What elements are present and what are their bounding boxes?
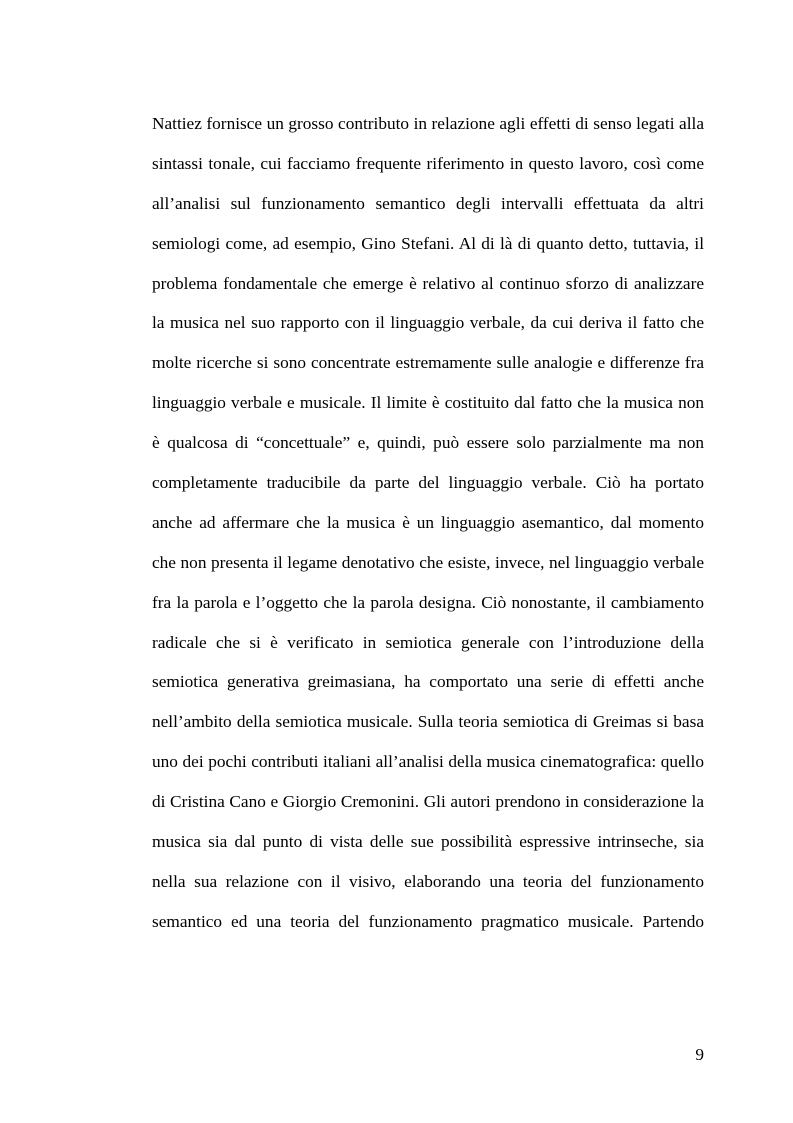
text-line: la musica nel suo rapporto con il linguaggio verbale, da cui deriva il fatto che (152, 313, 704, 332)
text-line: nella sua relazione con il visivo, elaborando una teoria del funzionamento (152, 872, 704, 891)
text-line: semiotica generativa greimasiana, ha comportato una serie di effetti anche (152, 672, 704, 691)
text-line: nell’ambito della semiotica musicale. Sulla teoria semiotica di Greimas si basa (152, 712, 704, 731)
text-line: problema fondamentale che emerge è relativo al continuo sforzo di analizzare (152, 274, 704, 293)
text-line: completamente traducibile da parte del linguaggio verbale. Ciò ha portato (152, 473, 704, 492)
text-line: semantico ed una teoria del funzionamento pragmatico musicale. Partendo (152, 912, 704, 931)
text-line: fra la parola e l’oggetto che la parola designa. Ciò nonostante, il cambiamento (152, 593, 704, 612)
text-line: radicale che si è verificato in semiotica generale con l’introduzione della (152, 633, 704, 652)
text-line: Nattiez fornisce un grosso contributo in relazione agli effetti di senso legati alla (152, 114, 704, 133)
text-line: sintassi tonale, cui facciamo frequente riferimento in questo lavoro, così come (152, 154, 704, 173)
text-line: è qualcosa di “concettuale” e, quindi, può essere solo parzialmente ma non (152, 433, 704, 452)
text-line: semiologi come, ad esempio, Gino Stefani. Al di là di quanto detto, tuttavia, il (152, 234, 704, 253)
text-line: linguaggio verbale e musicale. Il limite è costituito dal fatto che la musica non (152, 393, 704, 412)
page-number: 9 (695, 1045, 704, 1064)
text-line: all’analisi sul funzionamento semantico degli intervalli effettuata da altri (152, 194, 704, 213)
text-line: anche ad affermare che la musica è un linguaggio asemantico, dal momento (152, 513, 704, 532)
text-line: di Cristina Cano e Giorgio Cremonini. Gli autori prendono in considerazione la (152, 792, 704, 811)
text-line: molte ricerche si sono concentrate estremamente sulle analogie e differenze fra (152, 353, 704, 372)
text-line: che non presenta il legame denotativo che esiste, invece, nel linguaggio verbale (152, 553, 704, 572)
text-line: musica sia dal punto di vista delle sue possibilità espressive intrinseche, sia (152, 832, 704, 851)
text-line: uno dei pochi contributi italiani all’analisi della musica cinematografica: quello (152, 752, 704, 771)
